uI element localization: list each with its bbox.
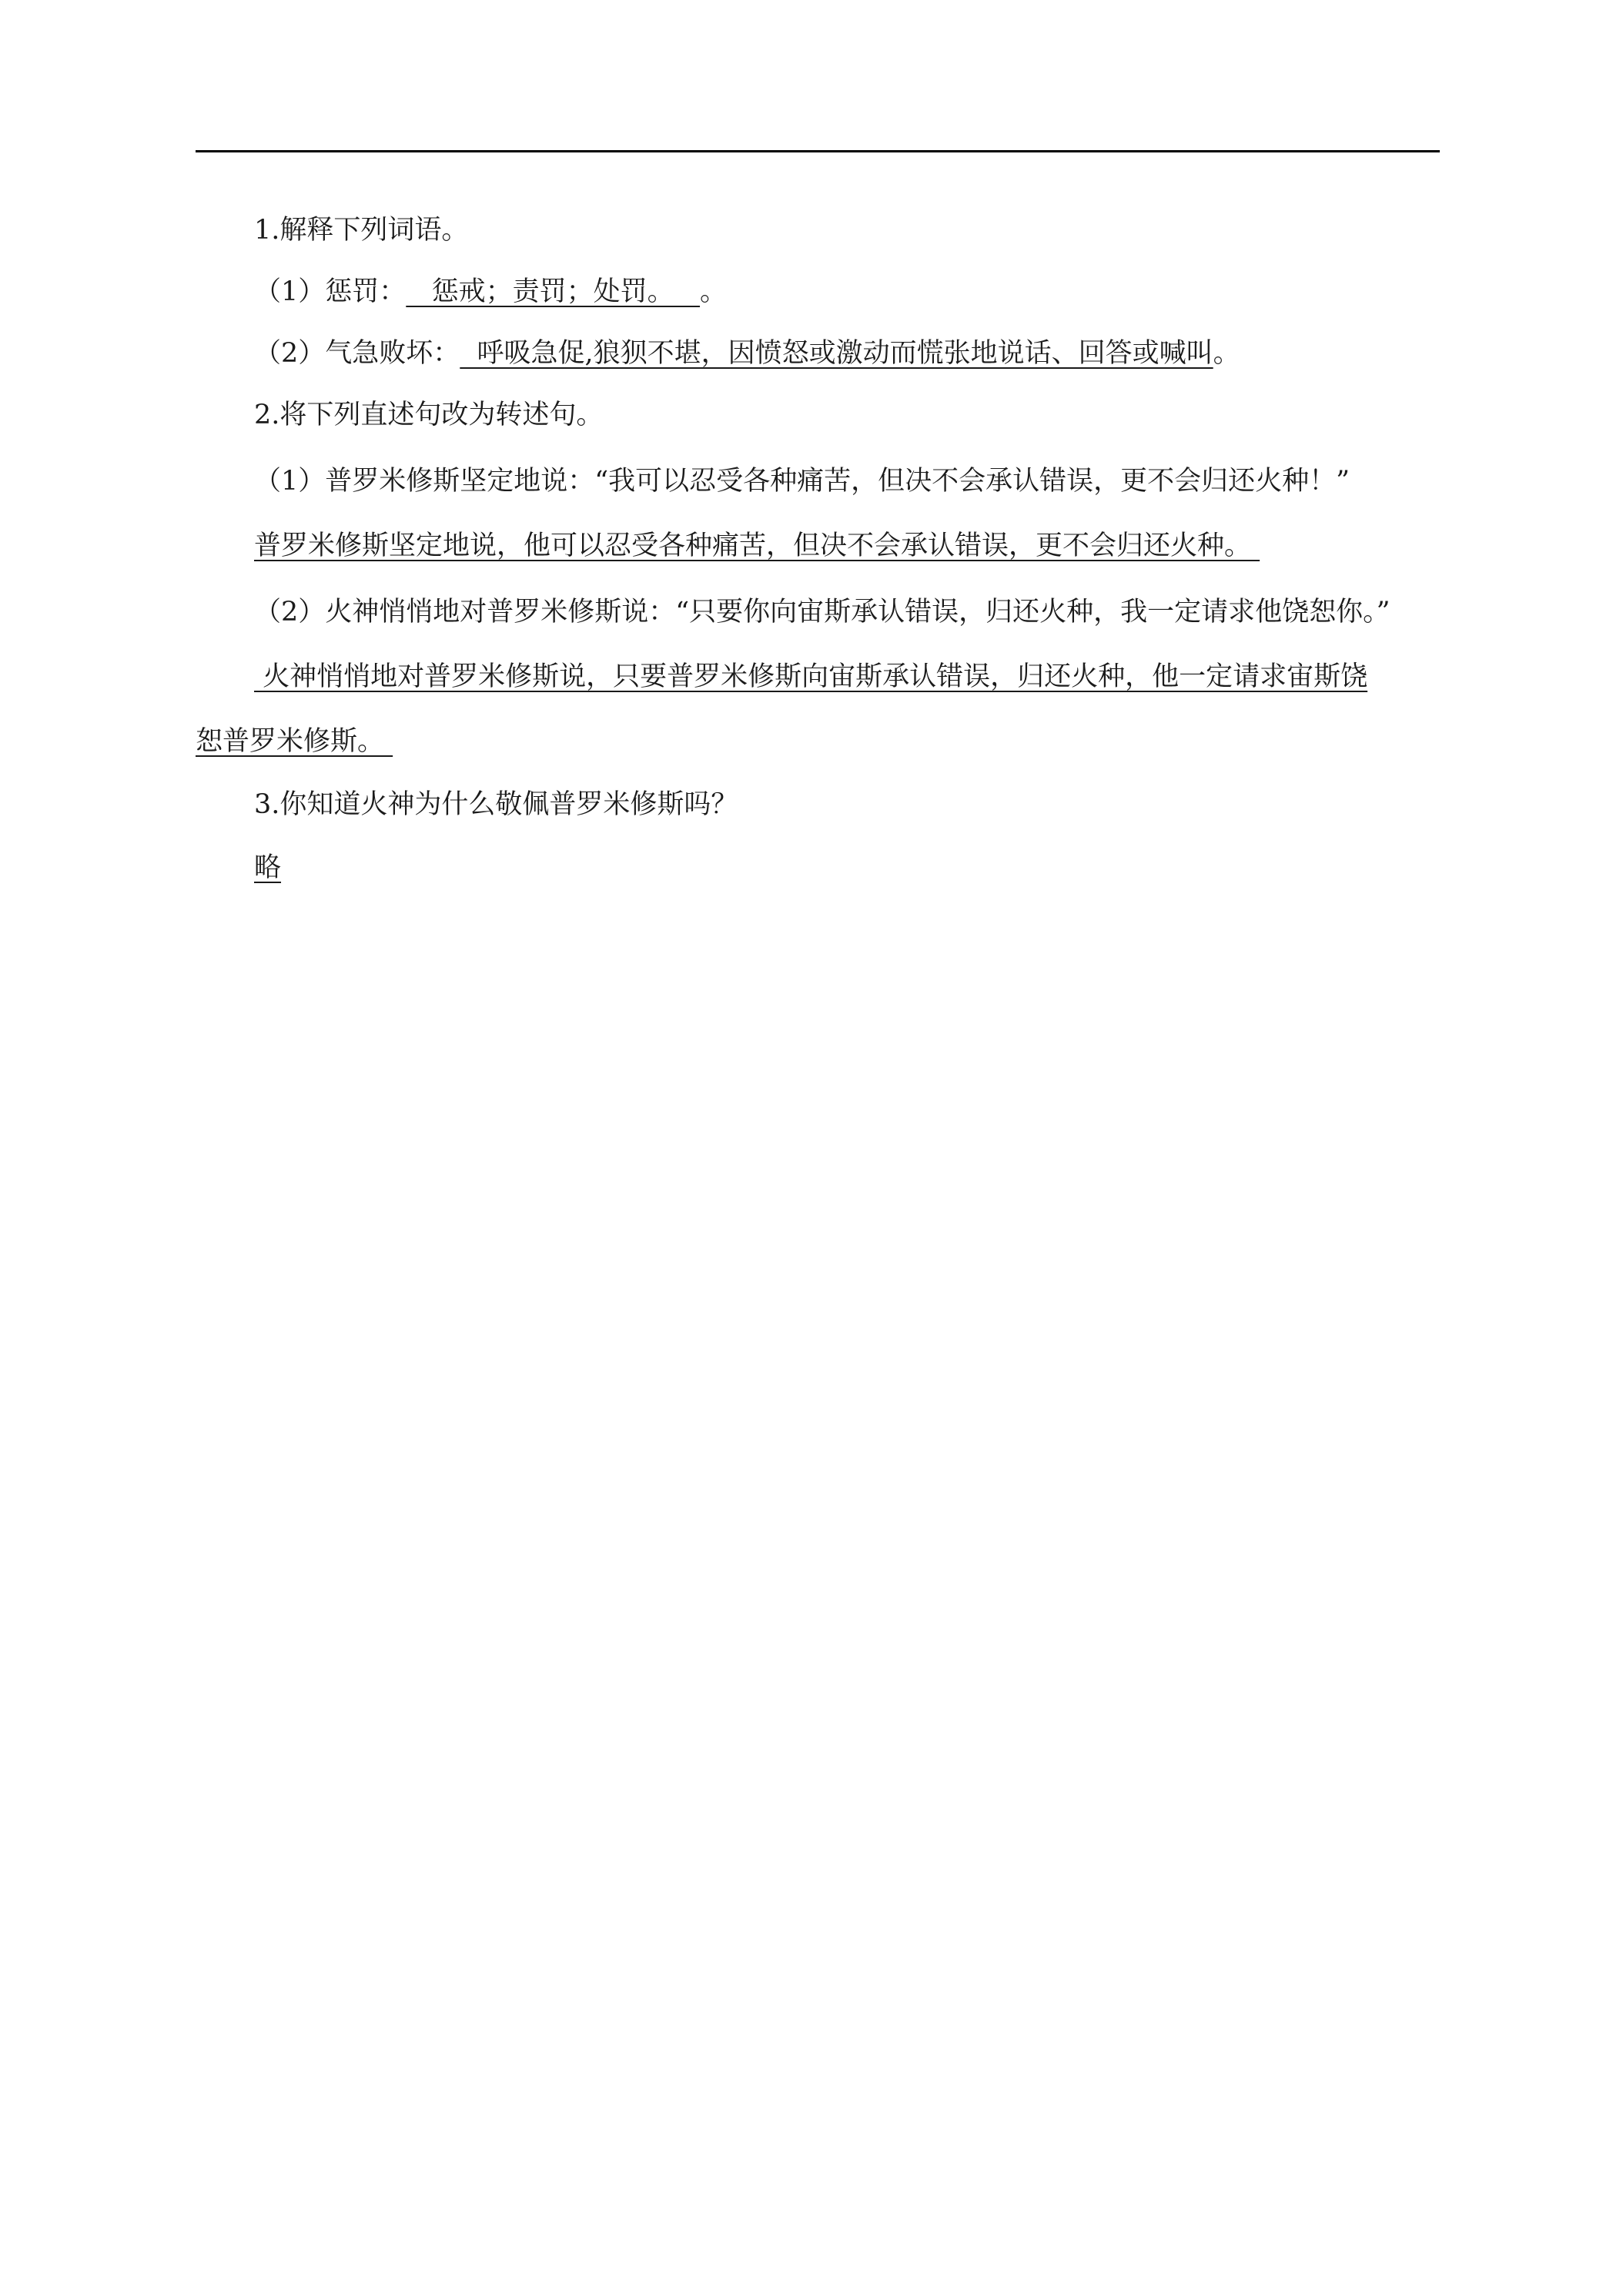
item-label: （1）惩罚： xyxy=(254,276,407,307)
question-1-title: 1.解释下列词语。 xyxy=(254,215,469,246)
question-1-item-2 xyxy=(196,336,1440,371)
question-2-item-1-question: （1）普罗米修斯坚定地说：“我可以忍受各种痛苦，但决不会承认错误，更不会归还火种！” xyxy=(254,466,1350,497)
question-3-title: 3.你知道火神为什么敬佩普罗米修斯吗？ xyxy=(254,789,738,820)
item-end: 。 xyxy=(1213,338,1240,369)
question-2-item-2-question: （2）火神悄悄地对普罗米修斯说：“只要你向宙斯承认错误，归还火种，我一定请求他饶恕你。” xyxy=(254,597,1390,628)
question-1-item-1 xyxy=(196,274,1440,310)
item-label: （2）气急败坏： xyxy=(254,338,460,369)
item-answer: 惩戒；责罚；处罚。 xyxy=(406,276,701,307)
answer-text: 普罗米修斯坚定地说，他可以忍受各种痛苦，但决不会承认错误，更不会归还火种。 xyxy=(254,530,1260,561)
question-3-answer xyxy=(196,850,1440,885)
answer-text: 恕普罗米修斯。 xyxy=(196,726,393,757)
answer-text: 火神悄悄地对普罗米修斯说，只要普罗米修斯向宙斯承认错误，归还火种，他一定请求宙斯饶 xyxy=(254,661,1368,692)
item-answer: 呼吸急促,狼狈不堪，因愤怒或激动而慌张地说话、回答或喊叫 xyxy=(460,338,1213,369)
item-end: 。 xyxy=(700,276,728,307)
answer-text: 略 xyxy=(254,852,282,883)
question-2-item-1-answer xyxy=(196,528,1440,564)
header-rule xyxy=(196,150,1440,152)
question-2-item-2-answer-line-2 xyxy=(196,724,1440,759)
question-2-title: 2.将下列直述句改为转述句。 xyxy=(254,400,604,430)
question-2-item-2-answer-line-1 xyxy=(196,659,1440,694)
